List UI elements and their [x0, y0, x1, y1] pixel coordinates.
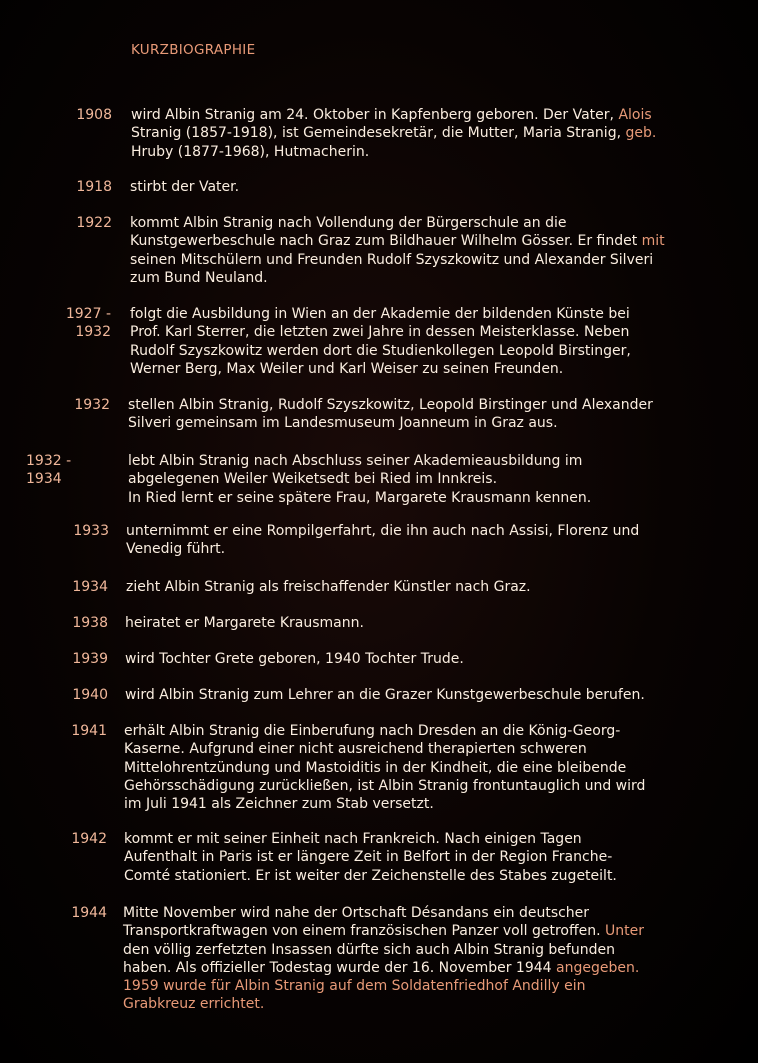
entry-text-line: wird Tochter Grete geboren, 1940 Tochter Trude.: [125, 651, 464, 667]
entry-year: 1932: [74, 397, 110, 413]
entry-text-line: erhält Albin Stranig die Einberufung nach Dresden an die König-Georg-: [124, 723, 621, 739]
entry-text-line: Grabkreuz errichtet.: [123, 996, 265, 1013]
entry-text-line: kommt er mit seiner Einheit nach Frankreich. Nach einigen Tagen: [124, 831, 582, 847]
entry-year: 1918: [76, 179, 112, 195]
entry-year: 1940: [72, 687, 108, 703]
entry-text-line: Venedig führt.: [126, 541, 226, 558]
entry-text-line: Mittelohrentzündung und Mastoiditis in der Kindheit, die eine bleibende: [124, 759, 627, 776]
entry-text-line: 1959 wurde für Albin Stranig auf dem Soldatenfriedhof Andilly ein: [123, 978, 586, 995]
entry-text-line: unternimmt er eine Rompilgerfahrt, die ihn auch nach Assisi, Florenz und: [126, 523, 640, 539]
entry-text-line: Prof. Karl Sterrer, die letzten zwei Jahre in dessen Meisterklasse. Neben: [130, 324, 630, 341]
entry-text: [126, 522, 639, 559]
entry-text: [130, 178, 239, 196]
entry-text-line: zieht Albin Stranig als freischaffender Künstler nach Graz.: [126, 579, 531, 595]
entry-text-line: folgt die Ausbildung in Wien an der Akademie der bildenden Künste bei: [130, 306, 630, 322]
entry-text: [124, 722, 645, 813]
entry-text: [128, 452, 591, 507]
entry-text: [123, 904, 644, 1014]
entry-year: 1942: [71, 831, 107, 847]
entry-text: [126, 578, 531, 596]
entry-text-line: kommt Albin Stranig nach Vollendung der Bürgerschule an die: [130, 215, 567, 231]
entry-text-line: stirbt der Vater.: [130, 179, 240, 195]
entry-text: [125, 650, 464, 668]
entry-text-line: lebt Albin Stranig nach Abschluss seiner Akademieausbildung im: [128, 453, 583, 469]
entry-text-line: wird Albin Stranig zum Lehrer an die Grazer Kunstgewerbeschule berufen.: [125, 687, 645, 703]
entry-year: 1932 - 1934: [26, 453, 72, 487]
entry-text-line: Rudolf Szyszkowitz werden dort die Studienkollegen Leopold Birstinger,: [130, 342, 631, 359]
entry-text-line: stellen Albin Stranig, Rudolf Szyszkowitz, Leopold Birstinger und Alexander: [128, 397, 653, 413]
entry-year: 1934: [72, 579, 108, 595]
entry-text-line: haben. Als offizieller Todestag wurde der 16. November 1944 angegeben.: [123, 959, 640, 976]
entry-text: [130, 305, 631, 378]
entry-text-line: Kunstgewerbeschule nach Graz zum Bildhauer Wilhelm Gösser. Er findet mit: [130, 233, 665, 250]
entry-text-line: seinen Mitschülern und Freunden Rudolf Szyszkowitz und Alexander Silveri: [130, 251, 654, 268]
entry-text-line: den völlig zerfetzten Insassen dürfte sich auch Albin Stranig befunden: [123, 941, 615, 958]
entry-year: 1927 - 1932: [65, 306, 111, 340]
entry-text: [128, 396, 653, 433]
entry-text-line: In Ried lernt er seine spätere Frau, Margarete Krausmann kennen.: [128, 489, 592, 506]
entry-text-line: im Juli 1941 als Zeichner zum Stab versetzt.: [124, 796, 434, 813]
entry-text-line: zum Bund Neuland.: [130, 269, 268, 286]
entry-text-line: wird Albin Stranig am 24. Oktober in Kapfenberg geboren. Der Vater, Alois: [131, 107, 652, 123]
entry-text: [124, 830, 617, 885]
entry-year: 1933: [73, 523, 109, 539]
entry-text-line: Aufenthalt in Paris ist er längere Zeit in Belfort in der Region Franche-: [124, 849, 613, 866]
entry-text-line: Stranig (1857-1918), ist Gemeindesekretär, die Mutter, Maria Stranig, geb.: [131, 125, 657, 142]
entry-text: [130, 214, 665, 287]
entry-text-line: Kaserne. Aufgrund einer nicht ausreichend therapierten schweren: [124, 741, 587, 758]
entry-text-line: abgelegenen Weiler Weiketsedt bei Ried im Innkreis.: [128, 471, 498, 488]
entry-text-line: Mitte November wird nahe der Ortschaft Désandans ein deutscher: [123, 905, 590, 921]
entry-year: 1922: [76, 215, 112, 231]
entry-text-line: Transportkraftwagen von einem französischen Panzer voll getroffen. Unter: [123, 923, 644, 940]
entry-year: 1938: [72, 615, 108, 631]
entry-text-line: Comté stationiert. Er ist weiter der Zeichenstelle des Stabes zugeteilt.: [124, 867, 617, 884]
entry-year: 1944: [71, 905, 107, 921]
entry-text: [131, 106, 656, 161]
entry-text-line: Silveri gemeinsam im Landesmuseum Joanneum in Graz aus.: [128, 415, 558, 432]
entry-text-line: Hruby (1877-1968), Hutmacherin.: [131, 143, 370, 160]
entry-year: 1908: [76, 107, 112, 123]
entry-year: 1939: [72, 651, 108, 667]
entry-text-line: Werner Berg, Max Weiler und Karl Weiser zu seinen Freunden.: [130, 360, 564, 377]
page-title: KURZBIOGRAPHIE: [131, 42, 256, 58]
entry-text: [125, 614, 364, 632]
entry-year: 1941: [71, 723, 107, 739]
entry-text-line: heiratet er Margarete Krausmann.: [125, 615, 364, 631]
entry-text: [125, 686, 645, 704]
entry-text-line: Gehörsschädigung zurückließen, ist Albin Stranig frontuntauglich und wird: [124, 777, 646, 794]
